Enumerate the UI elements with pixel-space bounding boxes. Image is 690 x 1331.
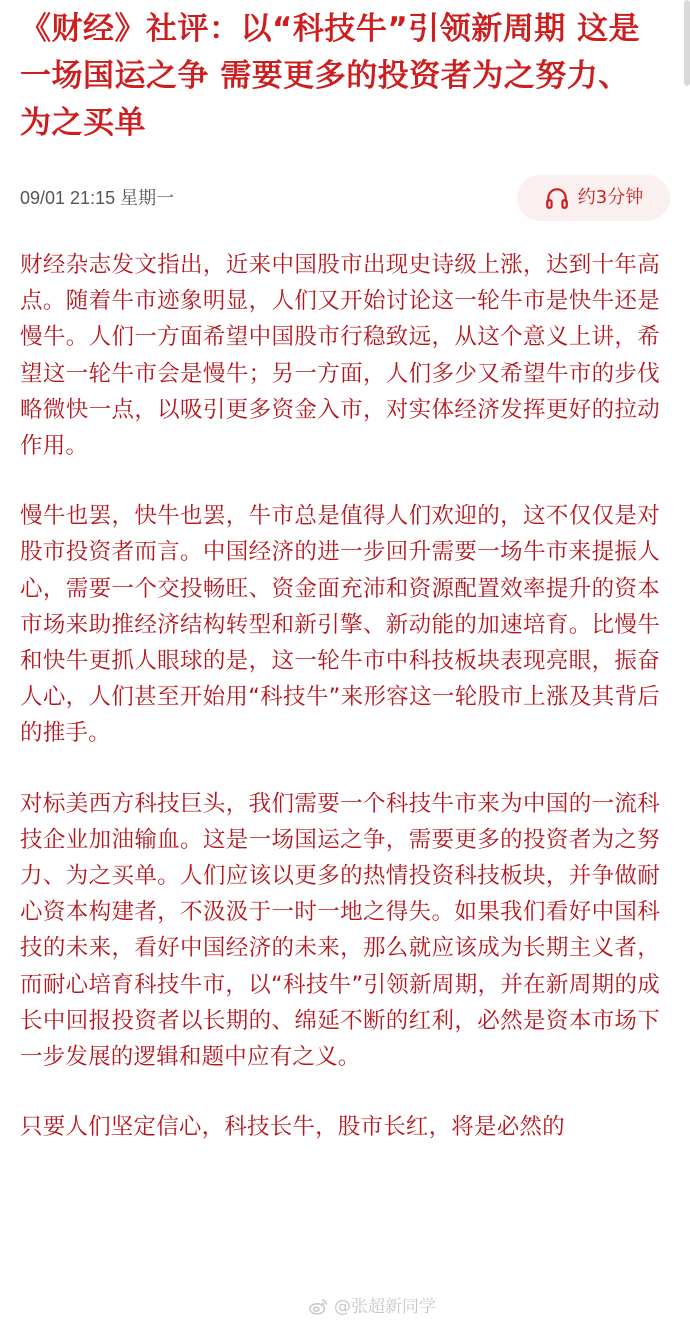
article-datetime: 09/01 21:15 星期一 bbox=[20, 188, 175, 208]
article-paragraph: 对标美西方科技巨头，我们需要一个科技牛市来为中国的一流科技企业加油输血。这是一场国运之争，需要更多的投资者为之努力、为之买单。人们应该以更多的热情投资科技板块，并争做耐心资本构建者，不汲汲于一时一地之得失。如果我们看好中国科技的未来，看好中国经济的未来，那么就应该成为长期主义者，而耐心培育科技牛市，以“科技牛”引领新周期，并在新周期的成长中回报投资者以长期的、绵延不断的红利，必然是资本市场下一步发展的逻辑和题中应有之义。 bbox=[20, 790, 660, 1071]
article-paragraph: 只要人们坚定信心，科技长牛，股市长红，将是必然的 bbox=[20, 1114, 565, 1141]
listen-duration-label: 约3分钟 bbox=[577, 187, 644, 208]
article-meta bbox=[20, 175, 660, 223]
article-paragraph: 慢牛也罢，快牛也罢，牛市总是值得人们欢迎的，这不仅仅是对股市投资者而言。中国经济的进一步回升需要一场牛市来提振人心，需要一个交投畅旺、资金面充沛和资源配置效率提升的资本市场来助推经济结构转型和新引擎、新动能的加速培育。比慢牛和快牛更抓人眼球的是，这一轮牛市中科技板块表现亮眼，振奋人心，人们甚至开始用“科技牛”来形容这一轮股市上涨及其背后的推手。 bbox=[20, 503, 660, 747]
watermark-text: @张超新同学 bbox=[334, 1297, 436, 1317]
watermark bbox=[308, 1296, 436, 1318]
headphones-icon bbox=[544, 185, 570, 211]
weibo-icon bbox=[308, 1296, 330, 1318]
article-paragraph: 财经杂志发文指出，近来中国股市出现史诗级上涨，达到十年高点。随着牛市迹象明显，人们又开始讨论这一轮牛市是快牛还是慢牛。人们一方面希望中国股市行稳致远，从这个意义上讲，希望这一轮牛市会是慢牛；另一方面，人们多少又希望牛市的步伐略微快一点，以吸引更多资金入市，对实体经济发挥更好的拉动作用。 bbox=[20, 252, 660, 460]
article-body bbox=[20, 247, 660, 1145]
article-title: 《财经》社评：以“科技牛”引领新周期 这是一场国运之争 需要更多的投资者为之努力、为之买单 bbox=[20, 11, 641, 141]
article-page bbox=[20, 6, 660, 1179]
listen-button[interactable] bbox=[517, 175, 670, 221]
scrollbar[interactable] bbox=[684, 0, 690, 86]
